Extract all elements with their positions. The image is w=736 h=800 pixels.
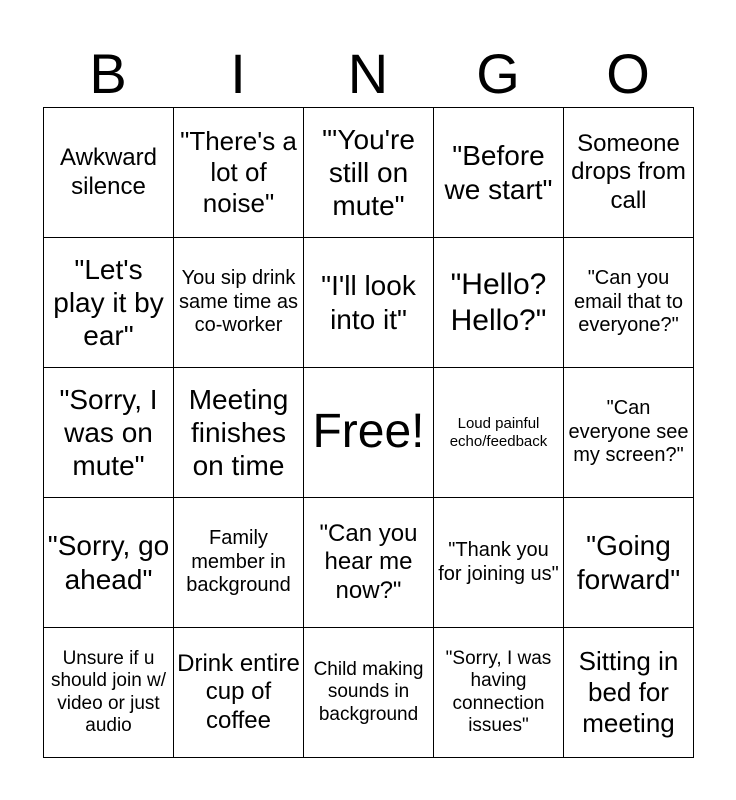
bingo-cell[interactable]: "Can you hear me now?" <box>304 498 434 628</box>
board-row <box>44 368 694 498</box>
bingo-cell[interactable]: "Sorry, I was having connection issues" <box>434 628 564 758</box>
header-letter-o: O <box>606 42 650 105</box>
board-row <box>44 628 694 758</box>
header-letter-b: B <box>89 42 127 105</box>
bingo-cell[interactable]: "Let's play it by ear" <box>44 238 174 368</box>
bingo-cell[interactable]: "Hello? Hello?" <box>434 238 564 368</box>
bingo-cell[interactable]: "Sorry, I was on mute" <box>44 368 174 498</box>
bingo-cell[interactable]: Sitting in bed for meeting <box>564 628 694 758</box>
header-letter-i: I <box>230 42 246 105</box>
bingo-cell[interactable]: "Sorry, go ahead" <box>44 498 174 628</box>
bingo-cell[interactable]: "Can everyone see my screen?" <box>564 368 694 498</box>
bingo-cell[interactable]: "Can you email that to everyone?" <box>564 238 694 368</box>
header-letter-g: G <box>476 42 520 105</box>
bingo-cell[interactable]: Unsure if u should join w/ video or just audio <box>44 628 174 758</box>
bingo-cell[interactable]: Awkward silence <box>44 108 174 238</box>
bingo-cell[interactable]: "There's a lot of noise" <box>174 108 304 238</box>
bingo-cell[interactable]: You sip drink same time as co-worker <box>174 238 304 368</box>
bingo-cell[interactable]: "Before we start" <box>434 108 564 238</box>
bingo-cell[interactable]: "Going forward" <box>564 498 694 628</box>
bingo-cell[interactable]: Loud painful echo/feedback <box>434 368 564 498</box>
board-row <box>44 108 694 238</box>
bingo-cell[interactable]: Family member in background <box>174 498 304 628</box>
bingo-cell[interactable]: "'You're still on mute" <box>304 108 434 238</box>
bingo-cell[interactable]: Meeting finishes on time <box>174 368 304 498</box>
board-row <box>44 498 694 628</box>
board-row <box>44 238 694 368</box>
free-space-cell[interactable]: Free! <box>304 368 434 498</box>
header-letter-n: N <box>347 42 389 105</box>
bingo-cell[interactable]: Child making sounds in background <box>304 628 434 758</box>
bingo-board <box>43 107 694 758</box>
bingo-cell[interactable]: Someone drops from call <box>564 108 694 238</box>
bingo-cell[interactable]: Drink entire cup of coffee <box>174 628 304 758</box>
bingo-header <box>43 40 693 108</box>
bingo-cell[interactable]: "Thank you for joining us" <box>434 498 564 628</box>
bingo-cell[interactable]: "I'll look into it" <box>304 238 434 368</box>
